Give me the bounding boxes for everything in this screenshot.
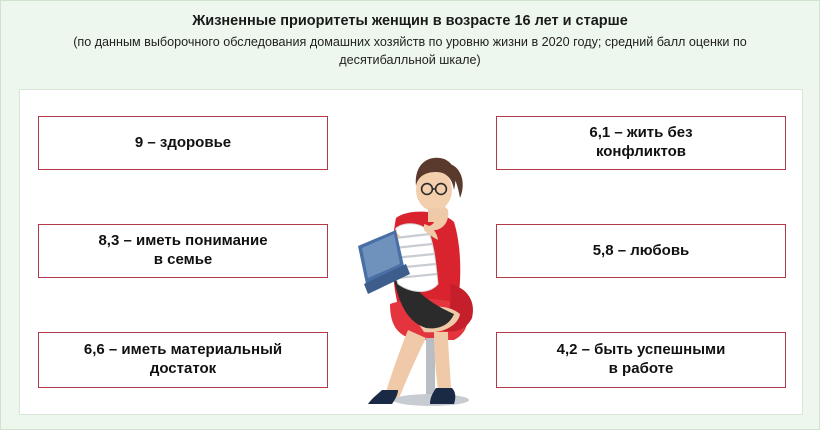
- priority-line-1: 8,3 – иметь понимание: [98, 232, 268, 250]
- priority-line-1: 6,6 – иметь материальный: [83, 341, 283, 359]
- header: [1, 1, 819, 69]
- priority-label: [593, 242, 690, 261]
- page-subtitle: (по данным выборочного обследования домашних хозяйств по уровню жизни в 2020 году; средний балл оценки по десятибалльной шкале): [73, 34, 747, 68]
- priority-box-no-conflicts: [496, 116, 786, 170]
- priority-box-health: [38, 116, 328, 170]
- priority-box-material-wealth: [38, 332, 328, 388]
- priority-line-2: достаток: [149, 360, 217, 377]
- priority-label: [135, 134, 231, 153]
- priority-line-2: конфликтов: [595, 143, 687, 160]
- priority-line-2: в работе: [608, 360, 674, 377]
- priority-label: [98, 232, 267, 270]
- priority-box-family-understanding: [38, 224, 328, 278]
- priority-line-1: 4,2 – быть успешными: [556, 341, 726, 359]
- priority-label: [84, 341, 282, 379]
- priority-line-1: 6,1 – жить без: [589, 124, 693, 142]
- priority-label: [557, 341, 726, 379]
- content-panel: [19, 89, 803, 415]
- priority-box-work-success: [496, 332, 786, 388]
- page-title: Жизненные приоритеты женщин в возрасте 16 лет и старше: [192, 13, 628, 29]
- priority-line-1: 5,8 – любовь: [592, 241, 690, 259]
- priority-box-love: [496, 224, 786, 278]
- priority-label: [589, 124, 692, 162]
- priority-line-1: 9 – здоровье: [134, 133, 232, 151]
- priority-line-2: в семье: [153, 251, 213, 268]
- woman-with-laptop-illustration: [338, 98, 488, 408]
